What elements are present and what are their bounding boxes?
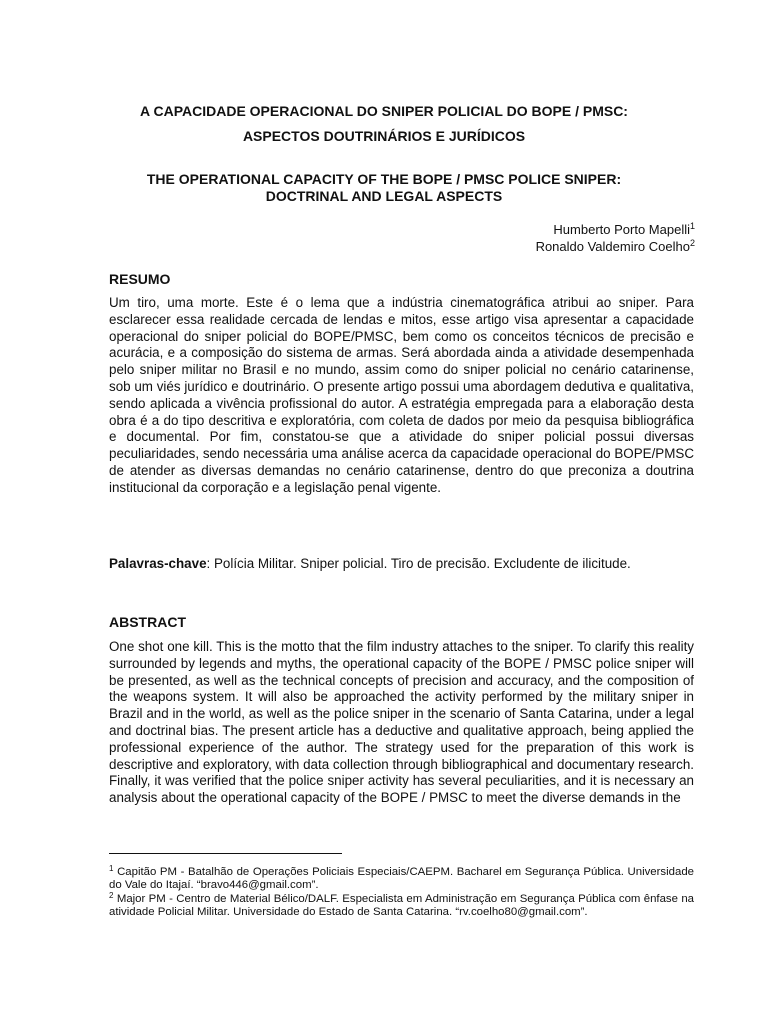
- keywords-label: Palavras-chave: [109, 556, 207, 571]
- author-1-name: Humberto Porto Mapelli: [553, 222, 690, 237]
- footnote-2-text: Major PM - Centro de Material Bélico/DALF. Especialista em Administração em Segurança Pública com ênfase na atividade Policial Militar. Universidade do Estado de Santa Catarina. “rv.coelho80@gmail.com”.: [109, 893, 694, 919]
- title-english-line-1: THE OPERATIONAL CAPACITY OF THE BOPE / PMSC POLICE SNIPER:: [146, 171, 622, 187]
- footnote-1-text: Capitão PM - Batalhão de Operações Policiais Especiais/CAEPM. Bacharel em Segurança Pública. Universidade do Vale do Itajaí. “bravo446@gmail.com”.: [109, 866, 695, 892]
- author-1-footnote-mark: 1: [689, 221, 695, 231]
- author-2: [536, 238, 695, 255]
- abstract-heading: ABSTRACT: [109, 614, 186, 630]
- title-portuguese-line-2: ASPECTOS DOUTRINÁRIOS E JURÍDICOS: [242, 128, 526, 144]
- footnote-2: [109, 893, 694, 920]
- author-2-name: Ronaldo Valdemiro Coelho: [535, 239, 690, 254]
- footnote-1: [109, 866, 694, 893]
- title-portuguese-line-1: A CAPACIDADE OPERACIONAL DO SNIPER POLICIAL DO BOPE / PMSC:: [140, 103, 628, 119]
- title-english-line-2: DOCTRINAL AND LEGAL ASPECTS: [265, 188, 503, 204]
- resumo-heading: RESUMO: [109, 271, 171, 287]
- footnote-2-mark: 2: [109, 891, 114, 900]
- author-2-footnote-mark: 2: [689, 238, 695, 248]
- keywords: [109, 556, 694, 573]
- abstract-body: One shot one kill. This is the motto that the film industry attaches to the sniper. To clarify this reality surrounded by legends and myths, the operational capacity of the BOPE / PMSC police sniper will be presented, as well as the technical concepts of precision and accuracy, and the composition of the weapons system. It will also be approached the activity performed by the military sniper in Brazil and in the world, as well as the police sniper in the scenario of Santa Catarina, under a legal and doctrinal bias. The present article has a deductive and qualitative approach, being applied the professional experience of the author. The strategy used for the preparation of this work is descriptive and exploratory, with data collection through bibliographical and documentary research. Finally, it was verified that the police sniper activity has several peculiarities, and it is necessary an analysis about the operational capacity of the BOPE / PMSC to meet the diverse demands in the: [109, 639, 694, 806]
- footnote-separator: [109, 853, 342, 854]
- footnote-1-mark: 1: [109, 864, 114, 873]
- keywords-text: : Polícia Militar. Sniper policial. Tiro de precisão. Excludente de ilicitude.: [206, 556, 631, 571]
- author-1: [553, 221, 695, 238]
- resumo-body: Um tiro, uma morte. Este é o lema que a indústria cinematográfica atribui ao sniper. Para esclarecer essa realidade cercada de lendas e mitos, esse artigo visa apresentar a capacidade operacional do sniper policial do BOPE/PMSC, bem como os conceitos técnicos de precisão e acurácia, e a composição do sistema de armas. Será abordada ainda a atividade desempenhada pelo sniper militar no Brasil e no mundo, assim como do sniper policial no cenário catarinense, sob um viés jurídico e doutrinário. O presente artigo possui uma abordagem dedutiva e qualitativa, sendo aplicada a vivência profissional do autor. A estratégia empregada para a elaboração desta obra é a do tipo descritiva e exploratória, com coleta de dados por meio da pesquisa bibliográfica e documental. Por fim, constatou-se que a atividade do sniper policial possui diversas peculiaridades, sendo necessária uma análise acerca da capacidade operacional do BOPE/PMSC de atender as diversas demandas no cenário catarinense, dentro do que preconiza a doutrina institucional da corporação e a legislação penal vigente.: [109, 295, 694, 495]
